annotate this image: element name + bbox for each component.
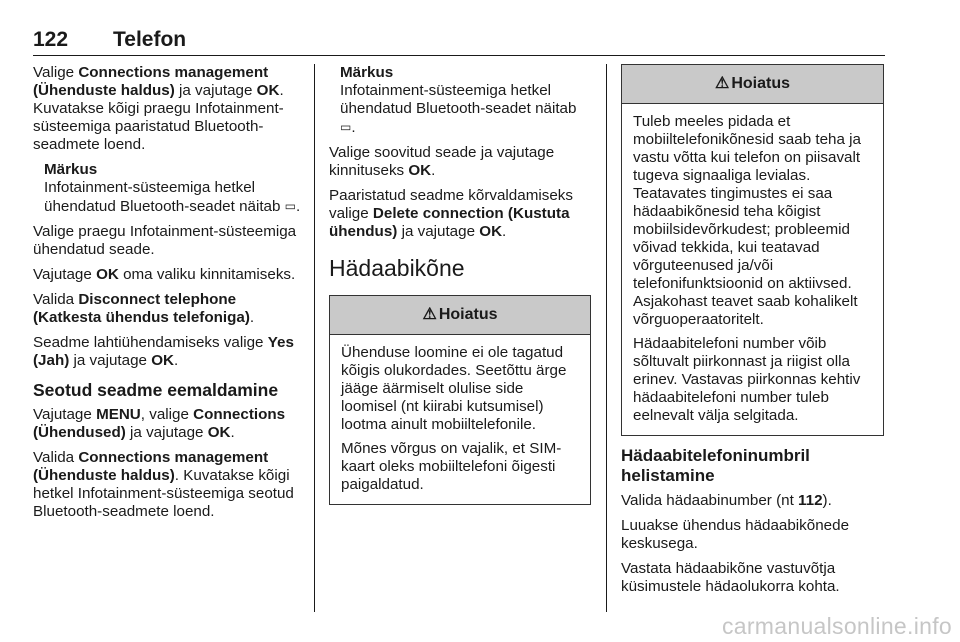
column-left	[33, 64, 301, 528]
section-heading: Hädaabikõne	[329, 255, 465, 281]
warning-header	[330, 296, 590, 335]
column-right	[621, 64, 884, 603]
subsection-heading: Hädaabitelefoninumbril helistamine	[621, 446, 810, 485]
paragraph: Seadme lahtiühendamiseks valige Yes (Jah) ja vajutage OK.	[33, 334, 294, 369]
paragraph: Valida hädaabinumber (nt 112).	[621, 492, 832, 509]
page-header	[33, 28, 913, 54]
warning-text: Mõnes võrgus on vajalik, et SIM-kaart oleks mobiiltelefoni õigesti paigaldatud.	[341, 440, 562, 493]
paragraph: Valida Disconnect telephone (Katkesta ühendus telefoniga).	[33, 291, 255, 326]
paragraph: Valige praegu Infotainment-süsteemiga ühendatud seade.	[33, 223, 297, 258]
paragraph: Vastata hädaabikõne vastuvõtja küsimustele hädaolukorra kohta.	[621, 560, 840, 595]
note-title: Märkus	[44, 161, 98, 178]
column-middle	[329, 64, 591, 512]
paragraph: Valige Connections management (Ühenduste haldus) ja vajutage OK. Kuvatakse kõigi praegu Infotainment-süsteemiga paaristatud Bluetooth-seadmete loend.	[33, 64, 284, 153]
paragraph: Paaristatud seadme kõrvaldamiseks valige Delete connection (Kustuta ühendus) ja vajutage OK.	[329, 187, 573, 240]
note: Märkus Infotainment-süsteemiga hetkel ühendatud Bluetooth-seadet näitab ▭.	[44, 161, 301, 215]
paragraph: Vajutage MENU, valige Connections (Ühendused) ja vajutage OK.	[33, 406, 286, 441]
watermark: carmanualsonline.info	[721, 613, 952, 639]
note: Märkus Infotainment-süsteemiga hetkel ühendatud Bluetooth-seadet näitab ▭.	[340, 64, 591, 137]
chapter-title: Telefon	[113, 28, 187, 51]
warning-box	[621, 64, 884, 436]
phone-icon: ▭	[340, 120, 352, 134]
paragraph: Valige soovitud seade ja vajutage kinnituseks OK.	[329, 144, 555, 179]
warning-header	[622, 65, 883, 104]
warning-box	[329, 295, 591, 505]
note-title: Märkus	[340, 64, 394, 81]
header-rule	[33, 55, 885, 56]
warning-icon: ⚠	[422, 306, 437, 323]
paragraph: Luuakse ühendus hädaabikõnede keskusega.	[621, 517, 850, 552]
warning-title: Hoiatus	[731, 75, 790, 92]
warning-title: Hoiatus	[438, 306, 498, 323]
warning-icon: ⚠	[714, 75, 730, 92]
page-number: 122	[33, 28, 69, 51]
warning-text: Tuleb meeles pidada et mobiiltelefonikõnesid saab teha ja vastu võtta kui telefon on piisavalt tugeva signaaliga levialas. Teatavates tingimustes ei saa hädaabikõnesid teha kõigist mobiilsidevõrkudest; probleemid võivad tekkida, kui teatavad võrguteenused ja/või telefonifunktsioonid on aktiivsed. Asjakohast teavet saab kohalikelt võrguoperaatoritelt.	[633, 113, 861, 328]
column-divider-right	[606, 64, 607, 612]
column-divider-left	[314, 64, 315, 612]
phone-icon: ▭	[284, 199, 297, 213]
warning-text: Hädaabitelefoni number võib sõltuvalt piirkonnast ja riigist olla erinev. Vastavas piirkonnas kehtiv hädaabitelefoni number tuleb eelnevalt välja selgitada.	[633, 335, 861, 424]
warning-body	[330, 335, 590, 504]
warning-text: Ühenduse loomine ei ole tagatud kõigis olukordades. Seetõttu ärge jääge äärmiselt olulise side loomisel (nt kiirabi kutsumisel) lootma ainult mobiiltelefonile.	[341, 344, 567, 433]
warning-body	[622, 104, 883, 435]
section-heading: Seotud seadme eemaldamine	[33, 380, 279, 400]
paragraph: Valida Connections management (Ühenduste haldus). Kuvatakse kõigi hetkel Infotainment-süsteemiga seotud Bluetooth-seadmete loend.	[33, 449, 294, 520]
paragraph: Vajutage OK oma valiku kinnitamiseks.	[33, 266, 296, 283]
